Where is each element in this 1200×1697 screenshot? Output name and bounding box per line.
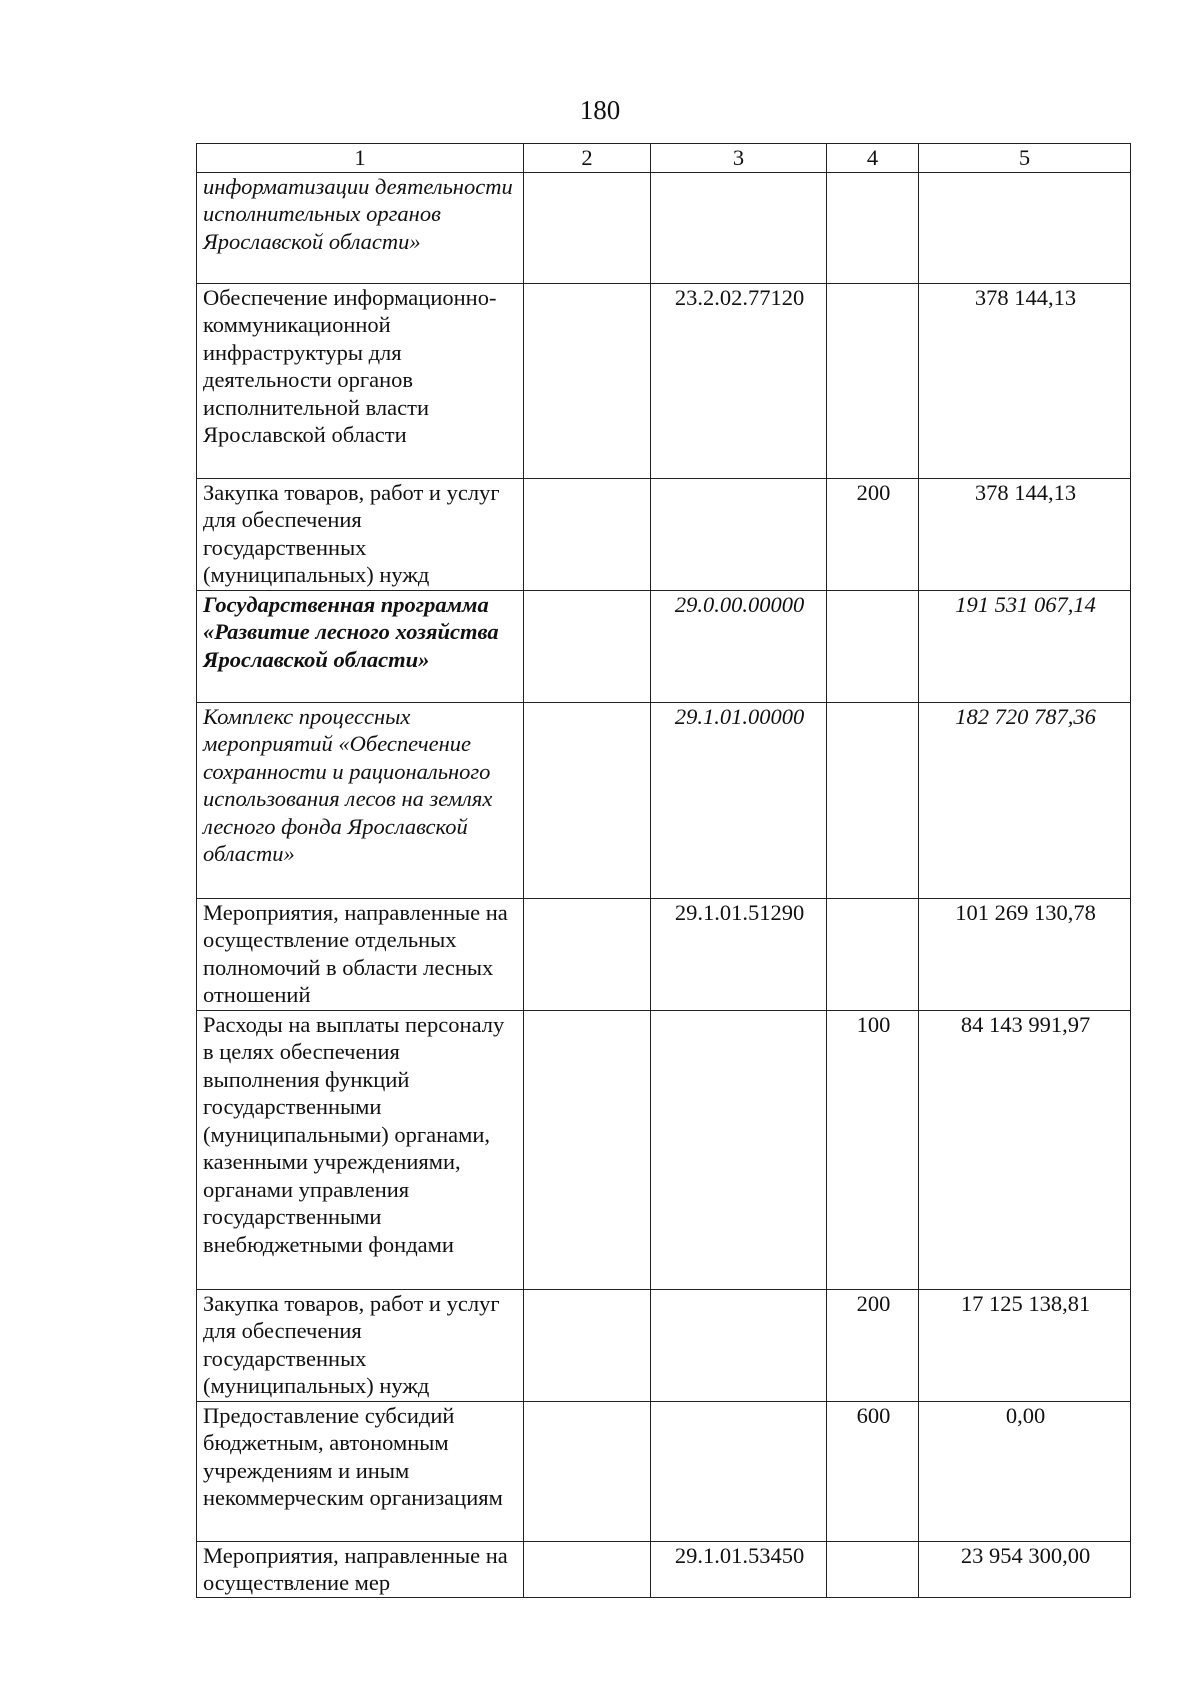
- budget-table: [196, 143, 1131, 1598]
- row-name: Мероприятия, направленные на осуществление мер: [197, 1541, 524, 1597]
- row-col2: [524, 590, 651, 702]
- row-col2: [524, 478, 651, 590]
- row-type: [827, 898, 919, 1010]
- row-type: [827, 172, 919, 283]
- header-row: [197, 144, 1131, 173]
- row-code: 23.2.02.77120: [651, 283, 827, 478]
- row-name: Закупка товаров, работ и услуг для обеспечения государственных (муниципальных) нужд: [197, 478, 524, 590]
- row-col2: [524, 1289, 651, 1401]
- row-amount: 182 720 787,36: [919, 702, 1131, 898]
- row-col2: [524, 898, 651, 1010]
- row-name: Обеспечение информационно-коммуникационной инфраструктуры для деятельности органов исполнительной власти Ярославской области: [197, 283, 524, 478]
- row-code: [651, 1401, 827, 1541]
- row-type: [827, 590, 919, 702]
- row-col2: [524, 1401, 651, 1541]
- row-code: 29.1.01.51290: [651, 898, 827, 1010]
- column-header-3: 3: [651, 144, 827, 173]
- row-name: Предоставление субсидий бюджетным, автономным учреждениям и иным некоммерческим организациям: [197, 1401, 524, 1541]
- table-row: [197, 172, 1131, 283]
- row-code: 29.1.01.53450: [651, 1541, 827, 1597]
- row-type: 100: [827, 1010, 919, 1289]
- row-code: 29.1.01.00000: [651, 702, 827, 898]
- row-col2: [524, 1010, 651, 1289]
- row-name: информатизации деятельности исполнительных органов Ярославской области»: [197, 172, 524, 283]
- row-name: Закупка товаров, работ и услуг для обеспечения государственных (муниципальных) нужд: [197, 1289, 524, 1401]
- row-name: Государственная программа «Развитие лесного хозяйства Ярославской области»: [197, 590, 524, 702]
- page-number: 180: [579, 95, 621, 125]
- row-code: [651, 478, 827, 590]
- row-col2: [524, 283, 651, 478]
- table-row: [197, 1289, 1131, 1401]
- table-row: [197, 1010, 1131, 1289]
- row-type: 200: [827, 478, 919, 590]
- row-type: 200: [827, 1289, 919, 1401]
- row-name: Мероприятия, направленные на осуществление отдельных полномочий в области лесных отношений: [197, 898, 524, 1010]
- row-name: Расходы на выплаты персоналу в целях обеспечения выполнения функций государственными (муниципальными) органами, казенными учреждениями, органами управления государственными внебюджетными фондами: [197, 1010, 524, 1289]
- row-col2: [524, 1541, 651, 1597]
- table-row: [197, 702, 1131, 898]
- row-amount: 378 144,13: [919, 478, 1131, 590]
- table-row: [197, 283, 1131, 478]
- row-code: [651, 172, 827, 283]
- table-row: [197, 478, 1131, 590]
- row-amount: 17 125 138,81: [919, 1289, 1131, 1401]
- table-row: [197, 590, 1131, 702]
- row-amount: 191 531 067,14: [919, 590, 1131, 702]
- row-code: [651, 1289, 827, 1401]
- table-row: [197, 898, 1131, 1010]
- row-type: 600: [827, 1401, 919, 1541]
- row-amount: 0,00: [919, 1401, 1131, 1541]
- row-amount: [919, 172, 1131, 283]
- table-row: [197, 1541, 1131, 1597]
- column-header-4: 4: [827, 144, 919, 173]
- row-amount: 101 269 130,78: [919, 898, 1131, 1010]
- column-header-2: 2: [524, 144, 651, 173]
- row-col2: [524, 172, 651, 283]
- row-amount: 23 954 300,00: [919, 1541, 1131, 1597]
- column-header-5: 5: [919, 144, 1131, 173]
- row-code: [651, 1010, 827, 1289]
- row-type: [827, 702, 919, 898]
- row-type: [827, 283, 919, 478]
- row-col2: [524, 702, 651, 898]
- table-row: [197, 1401, 1131, 1541]
- row-amount: 84 143 991,97: [919, 1010, 1131, 1289]
- row-name: Комплекс процессных мероприятий «Обеспечение сохранности и рационального использования лесов на землях лесного фонда Ярославской области»: [197, 702, 524, 898]
- row-code: 29.0.00.00000: [651, 590, 827, 702]
- row-amount: 378 144,13: [919, 283, 1131, 478]
- row-type: [827, 1541, 919, 1597]
- column-header-1: 1: [197, 144, 524, 173]
